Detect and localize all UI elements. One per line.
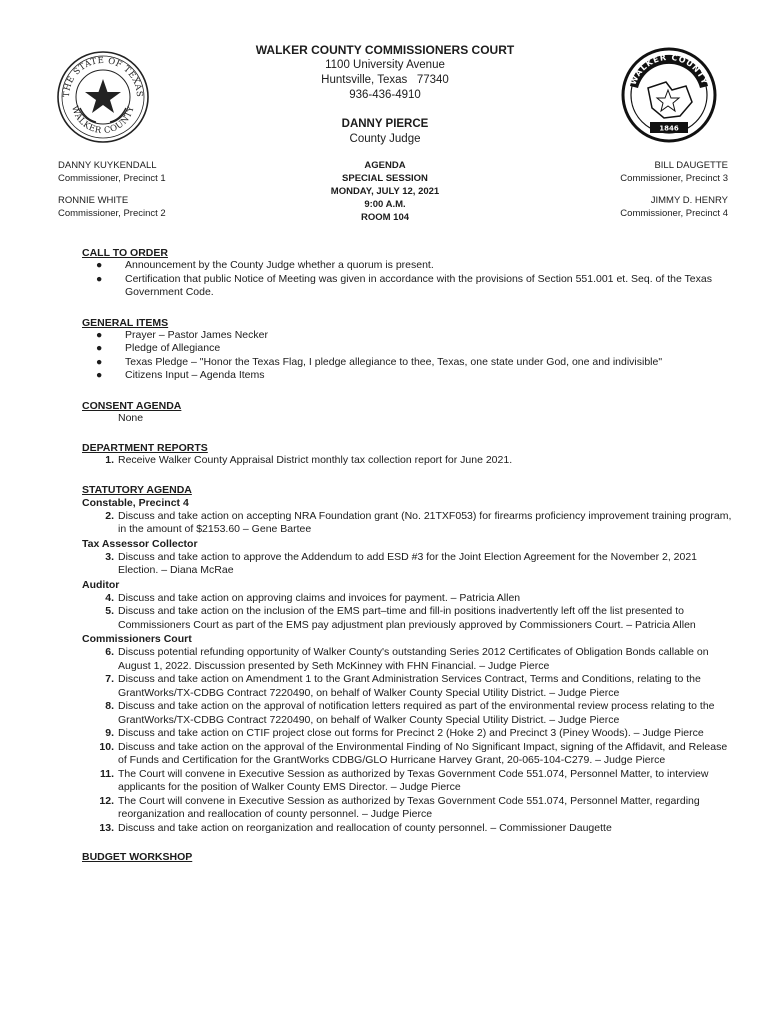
group-heading: Auditor: [82, 578, 120, 591]
commissioners-right: [528, 159, 728, 220]
commissioner-title: Commissioner, Precinct 3: [620, 173, 728, 184]
commissioner-title: Commissioner, Precinct 4: [620, 208, 728, 219]
agenda-item: 13. Discuss and take action on reorganization and reallocation of county personnel. – Commissioner Daugette: [99, 821, 612, 834]
agenda-item: 7. Discuss and take action on Amendment 1 to the Grant Administration Services Contract, Terms and Conditions, relating to the GrantWorks/TX-CDBG Contract 7220490, on behalf of Walker County Special Utility District. – Judge Pierce: [105, 673, 701, 699]
section-heading: BUDGET WORKSHOP: [82, 851, 193, 863]
general-items-list: [82, 329, 732, 383]
agenda-item: 1. Receive Walker County Appraisal District monthly tax collection report for June 2021.: [105, 454, 513, 466]
section-heading: GENERAL ITEMS: [82, 316, 169, 329]
agenda-item: 10. Discuss and take action on the approval of the Environmental Finding of No Significant Impact, signing of the Affidavit, and Release of Funds and Certification for the GrantWorks CDBG/GLO Hurricane Harvey Grant, 20-065-104-C279. – Judge Pierce: [99, 740, 728, 766]
commissioner-name: RONNIE WHITE: [58, 195, 129, 206]
session-type: SPECIAL SESSION: [342, 173, 428, 184]
section-heading: STATUTORY AGENDA: [82, 483, 192, 496]
seal-year: 1846: [659, 124, 679, 133]
agenda-item: 2. Discuss and take action on accepting NRA Foundation grant (No. 21TXF053) for firearms proficiency improvement training program, in the amount of $2153.60 – Gene Bartee: [105, 509, 732, 535]
group-heading: Tax Assessor Collector: [82, 537, 198, 550]
commissioner-name: BILL DAUGETTE: [654, 160, 728, 171]
agenda-item: 4. Discuss and take action on approving claims and invoices for payment. – Patricia Allen: [105, 591, 521, 604]
agenda-item: 9. Discuss and take action on CTIF project close out forms for Precinct 2 (Hoke 2) and Precinct 3 (Piney Woods). – Judge Pierce: [105, 727, 704, 739]
list-item: ● Pledge of Allegiance: [96, 342, 221, 354]
section-heading: DEPARTMENT REPORTS: [82, 442, 208, 454]
svg-text:WALKER COUNTY: [69, 105, 137, 136]
meeting-info: [285, 159, 485, 224]
meeting-room: ROOM 104: [360, 212, 410, 223]
seal-top-text: WALKER COUNTY: [628, 52, 710, 87]
list-item: ● Announcement by the County Judge whether a quorum is present.: [96, 259, 434, 271]
commissioner-title: Commissioner, Precinct 1: [58, 173, 166, 184]
list-item: ● Certification that public Notice of Meeting was given in accordance with the provisions of Section 551.001 et. Seq. of the Texas Government Code.: [96, 272, 712, 298]
agenda-item: 3. Discuss and take action to approve the Addendum to add ESD #3 for the Joint Election Agreement for the November 2, 2021 Election. – Diana McRae: [105, 550, 698, 576]
meeting-time: 9:00 A.M.: [364, 199, 406, 210]
agenda-label: AGENDA: [364, 160, 406, 171]
state-of-texas-seal: [56, 50, 150, 144]
agenda-item: 12. The Court will convene in Executive Session as authorized by Texas Government Code 551.074, Personnel Matter, regarding reorganization and reallocation of county personnel. – Judge Pierce: [99, 794, 700, 820]
court-name: WALKER COUNTY COMMISSIONERS COURT: [255, 43, 515, 57]
group-heading: Commissioners Court: [82, 633, 192, 645]
letterhead: [200, 43, 570, 147]
call-to-order-list: [82, 259, 732, 300]
section-heading: CALL TO ORDER: [82, 247, 168, 259]
judge-title: County Judge: [349, 133, 421, 145]
list-item: ● Prayer – Pastor James Necker: [96, 328, 268, 341]
list-item: ● Texas Pledge – "Honor the Texas Flag, I pledge allegiance to thee, Texas, one state under God, one and indivisible": [96, 355, 663, 368]
section-heading: CONSENT AGENDA: [82, 399, 182, 412]
consent-agenda-text: None: [118, 411, 144, 424]
agenda-item: 8. Discuss and take action on the approval of notification letters required as part of the environmental review process relating to the GrantWorks/TX-CDBG Contract 7220490, on behalf of Walker County Special Utility District. – Judge Pierce: [105, 700, 715, 726]
commissioner-title: Commissioner, Precinct 2: [58, 208, 166, 219]
agenda-item: 6. Discuss potential refunding opportunity of Walker County's outstanding Series 2012 Certificates of Obligation Bonds callable on August 1, 2022. Discussion presented by Seth McKinney with FHN Financial. – Judge Pierce: [105, 646, 709, 672]
group-heading: Constable, Precinct 4: [82, 496, 189, 509]
agenda-item: 11. The Court will convene in Executive Session as authorized by Texas Government Code 551.074, Personnel Matter, to interview applicants for the position of Walker County EMS Director. – Judge Pierce: [99, 767, 709, 793]
judge-name: DANNY PIERCE: [341, 118, 429, 130]
commissioners-left: [58, 159, 258, 220]
agenda-body: [82, 247, 732, 863]
seal-top-text: THE STATE OF TEXAS: [61, 55, 145, 98]
address-line-1: 1100 University Avenue: [325, 59, 445, 71]
list-item: ● Citizens Input – Agenda Items: [96, 369, 265, 381]
walker-county-seal: [620, 46, 718, 144]
agenda-item: 5. Discuss and take action on the inclusion of the EMS part–time and fill-in positions inadvertently left off the list presented to Commissioners Court as part of the EMS pay adjustment plan previously approved by Commissioners Court. – Patricia Allen: [105, 605, 696, 631]
address-line-2: Huntsville, Texas 77340: [321, 74, 449, 86]
commissioner-name: JIMMY D. HENRY: [650, 195, 728, 206]
phone-number: 936-436-4910: [349, 89, 421, 101]
commissioner-name: DANNY KUYKENDALL: [58, 160, 157, 171]
seal-bottom-text: WALKER COUNTY: [69, 104, 137, 137]
meeting-date: MONDAY, JULY 12, 2021: [330, 186, 440, 197]
